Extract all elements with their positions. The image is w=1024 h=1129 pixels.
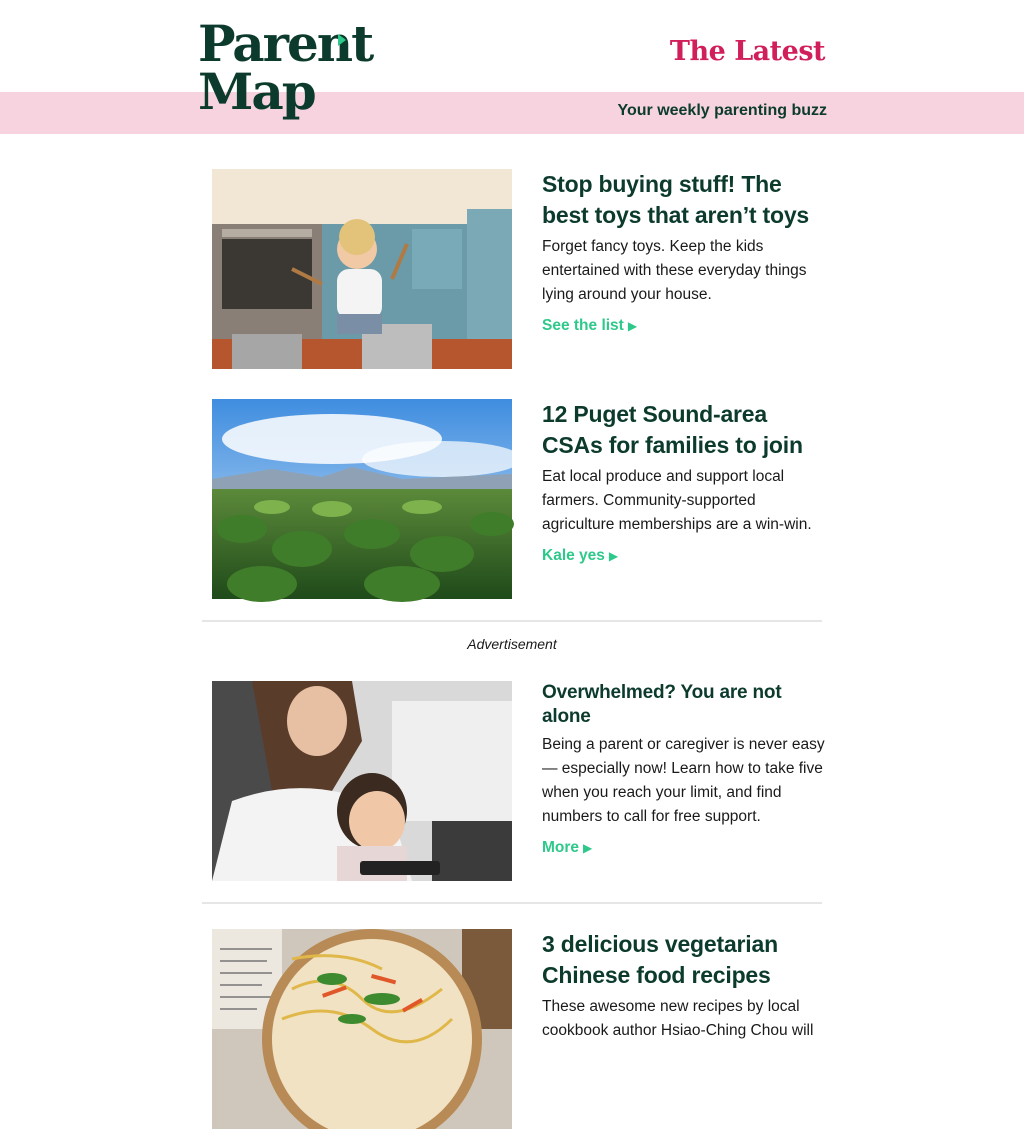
kale-yes-link[interactable] [542, 547, 618, 565]
article-description: Forget fancy toys. Keep the kids entertained with these everyday things lying around your house. [542, 238, 807, 303]
logo-word-parent: Parent [198, 14, 373, 73]
play-arrow-icon: ▶ [583, 841, 593, 855]
email-header [0, 0, 1024, 134]
parentmap-logo[interactable] [198, 14, 373, 124]
play-arrow-icon: ▶ [627, 319, 638, 333]
article-description: Being a parent or caregiver is never easy — especially now! Learn how to take five when you reach your limit, and find numbers to call for free support. [542, 736, 825, 825]
article-image-farm-field[interactable] [212, 399, 512, 599]
cta-label: Kale yes [542, 547, 605, 564]
article-image-noodles[interactable] [212, 929, 512, 1129]
divider [202, 620, 822, 622]
article-title[interactable]: 3 delicious vegetarian Chinese food recipes [542, 931, 778, 988]
article-image-toddler-kitchen[interactable] [212, 169, 512, 369]
more-link[interactable] [542, 839, 592, 857]
article-description: These awesome new recipes by local cookbook author Hsiao-Ching Chou will [542, 998, 814, 1039]
logo-word-map: Map [198, 62, 315, 121]
tagline: Your weekly parenting buzz [617, 102, 827, 119]
play-arrow-icon: ▶ [608, 549, 619, 563]
section-title: The Latest [669, 36, 825, 67]
article-title[interactable]: 12 Puget Sound-area CSAs for families to join [542, 401, 803, 458]
article-description: Eat local produce and support local farmers. Community-supported agriculture memberships are a win-win. [542, 468, 812, 533]
advertisement-label: Advertisement [467, 636, 557, 652]
logo-play-icon [338, 34, 346, 46]
divider [202, 902, 822, 904]
article-title[interactable]: Stop buying stuff! The best toys that aren’t toys [542, 171, 810, 228]
article-title[interactable]: Overwhelmed? You are not alone [542, 682, 782, 727]
cta-label: See the list [542, 317, 624, 334]
header-band [0, 92, 1024, 134]
cta-label: More [542, 839, 580, 856]
see-the-list-link[interactable] [542, 317, 637, 335]
article-image-parent-child[interactable] [212, 681, 512, 881]
